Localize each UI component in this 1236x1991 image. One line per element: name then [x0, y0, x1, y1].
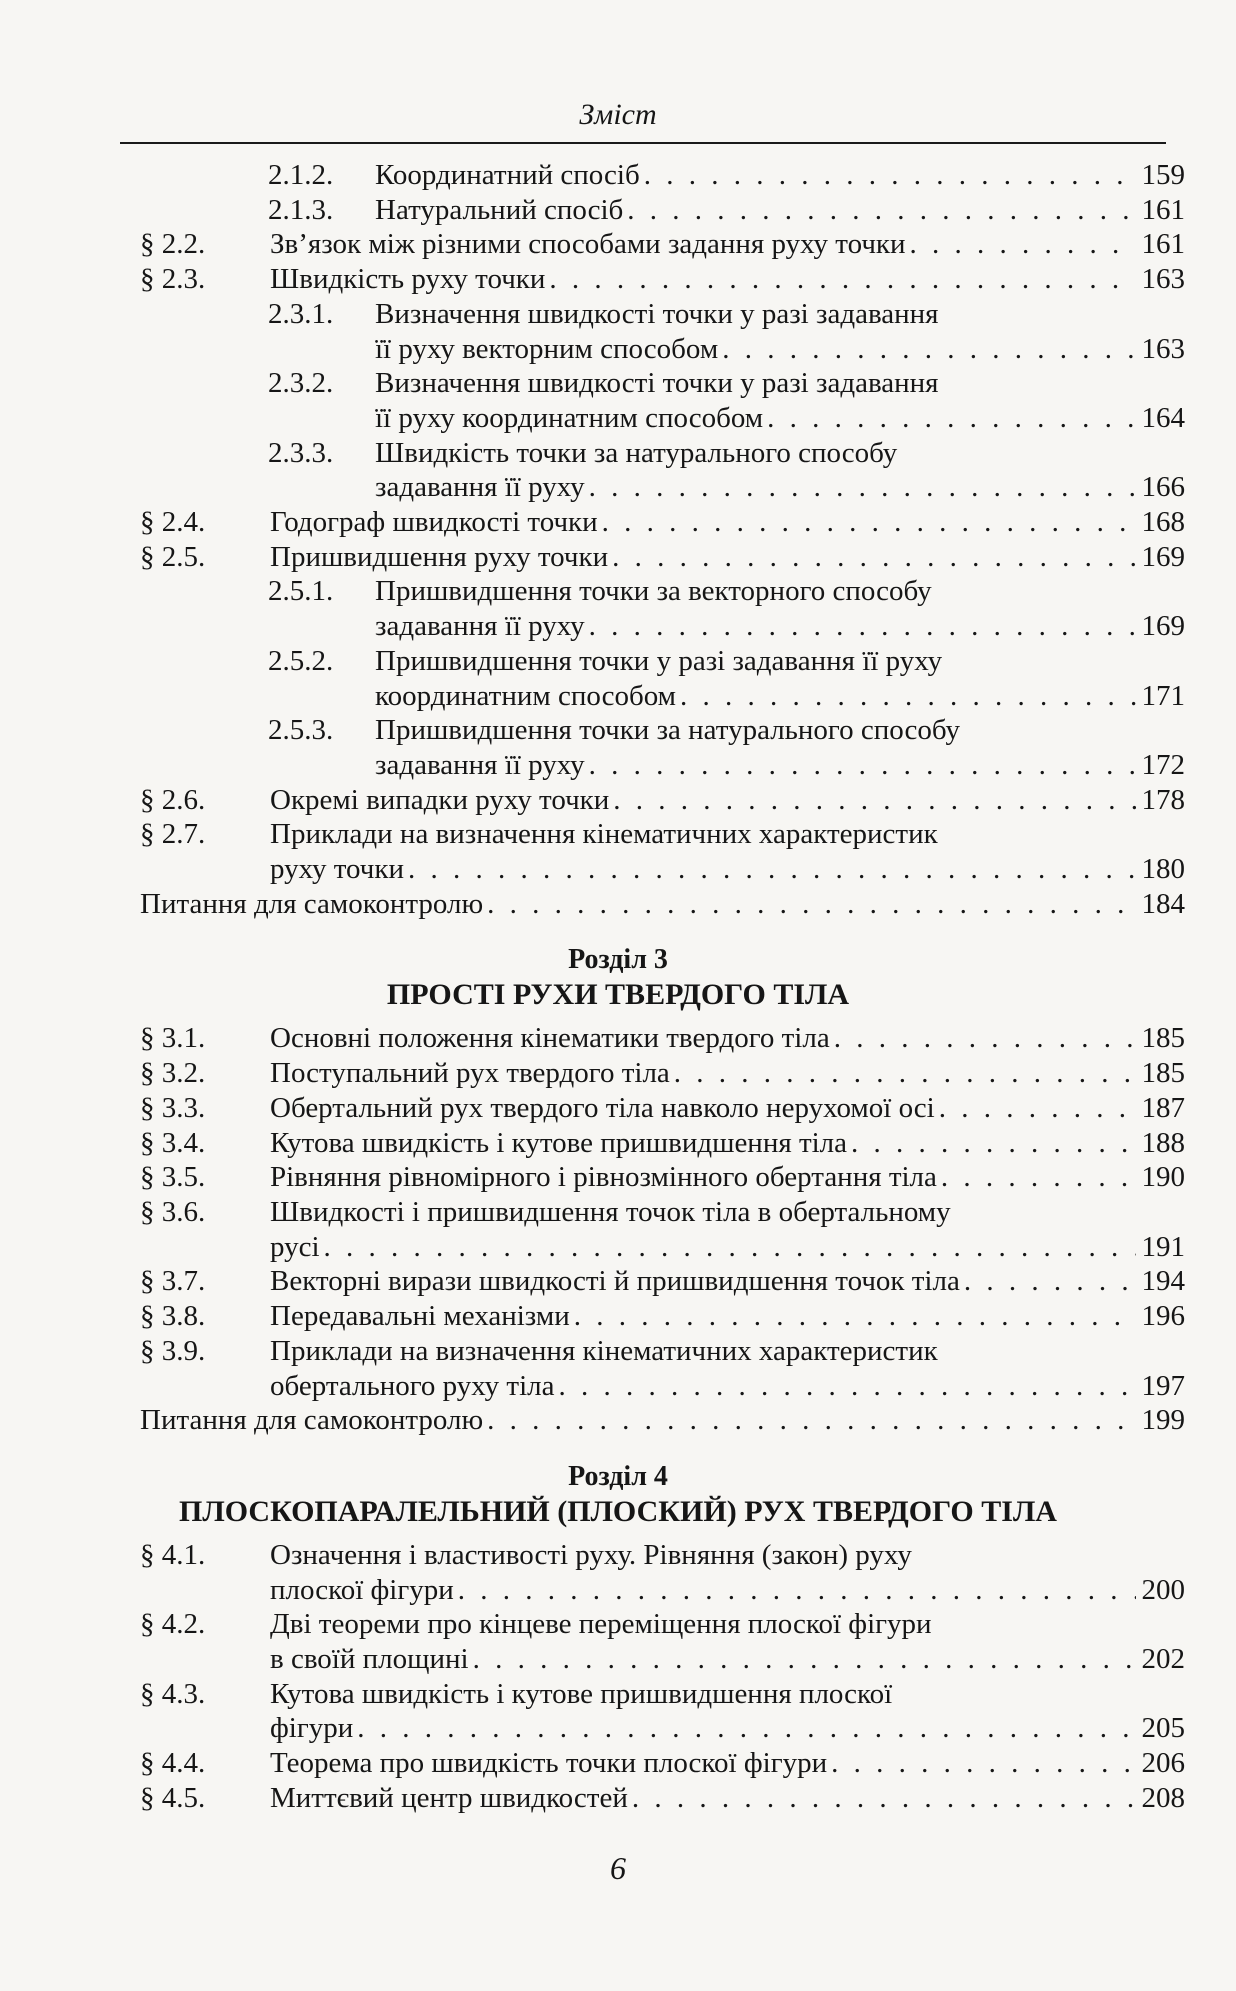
toc-entry[interactable] [0, 887, 1236, 922]
entry-number: § 3.7. [140, 1265, 206, 1298]
toc-entry[interactable] [0, 1403, 1236, 1438]
dot-leader [964, 1264, 1136, 1299]
entry-number: § 2.6. [140, 783, 206, 816]
toc-entry[interactable] [0, 366, 1236, 435]
entry-title [375, 158, 1185, 193]
entry-title [270, 1056, 1185, 1091]
entry-number: § 2.4. [140, 506, 206, 539]
entry-title-text: її руху координатним способом [375, 401, 764, 434]
entry-title-text: в своїй площині [270, 1643, 469, 1676]
chapter-title: ПЛОСКОПАРАЛЕЛЬНИЙ (ПЛОСКИЙ) РУХ ТВЕРДОГО ТІЛА [179, 1494, 1057, 1528]
dot-leader [324, 1230, 1136, 1265]
entry-title-line-last [375, 158, 1185, 193]
toc-entry[interactable] [0, 1299, 1236, 1334]
entry-page-number: 168 [1141, 506, 1185, 539]
entry-title-text: Пришвидшення руху точки [270, 540, 609, 573]
entry-title-line-last [375, 193, 1185, 228]
entry-title [270, 1021, 1185, 1056]
entry-page-number: 169 [1141, 610, 1185, 643]
entry-title-line: Означення і властивості руху. Рівняння (закон) руху [270, 1538, 912, 1571]
entry-title-text: фігури [270, 1712, 354, 1745]
entry-page-number: 163 [1141, 263, 1185, 296]
entry-title-text: Натуральний спосіб [375, 193, 624, 226]
chapter-label: Розділ 3 [568, 944, 668, 976]
entry-title-line: Пришвидшення точки у разі задавання її руху [375, 644, 943, 677]
entry-title [270, 1091, 1185, 1126]
entry-title-line: Визначення швидкості точки у разі задавання [375, 367, 939, 400]
entry-title-text: обертального руху тіла [270, 1369, 555, 1402]
dot-leader [612, 540, 1135, 575]
toc-entry[interactable] [0, 817, 1236, 886]
entry-title-line-last [270, 1746, 1185, 1781]
entry-page-number: 184 [1141, 887, 1185, 920]
entry-title-text: Основні положення кінематики твердого тіла [270, 1022, 830, 1055]
entry-number: § 2.3. [140, 263, 206, 296]
dot-leader [674, 1056, 1136, 1091]
entry-title-text: руху точки [270, 853, 404, 886]
entry-title [375, 193, 1185, 228]
dot-leader [357, 1711, 1135, 1746]
entry-title-line-last [270, 852, 1185, 887]
section-spacer [0, 921, 1236, 943]
entry-page-number: 187 [1141, 1091, 1185, 1124]
toc-entry[interactable] [0, 297, 1236, 366]
toc-entry[interactable] [0, 262, 1236, 297]
dot-leader [831, 1746, 1135, 1781]
entry-title-text: Кутова швидкість і кутове пришвидшення тіла [270, 1126, 848, 1159]
entry-page-number: 164 [1141, 401, 1185, 434]
dot-leader [680, 679, 1135, 714]
entry-title-text: координатним способом [375, 679, 677, 712]
entry-title-line: Кутова швидкість і кутове пришвидшення плоскої [270, 1677, 893, 1710]
toc-section [0, 921, 1236, 1437]
entry-page-number: 188 [1141, 1126, 1185, 1159]
dot-leader [559, 1369, 1136, 1404]
entry-title-line: Швидкість точки за натурального способу [375, 436, 898, 469]
entry-title [270, 817, 1185, 886]
entry-title [270, 1781, 1185, 1816]
toc-entry[interactable] [0, 1195, 1236, 1264]
entry-title-text: Передавальні механізми [270, 1300, 570, 1333]
entry-title [270, 783, 1185, 818]
dot-leader [939, 1091, 1136, 1126]
entry-title-text: Поступальний рух твердого тіла [270, 1057, 670, 1090]
entry-number: § 4.4. [140, 1747, 206, 1780]
toc-entry[interactable] [0, 540, 1236, 575]
entry-page-number: 197 [1141, 1369, 1185, 1402]
dot-leader [767, 401, 1135, 436]
toc-entry[interactable] [0, 193, 1236, 228]
entry-number: § 3.3. [140, 1091, 206, 1124]
entry-title-text: Обертальний рух твердого тіла навколо нерухомої осі [270, 1091, 935, 1124]
toc-entry[interactable] [0, 1607, 1236, 1676]
entry-number: 2.5.3. [268, 714, 334, 747]
toc-entry[interactable] [0, 158, 1236, 193]
entry-page-number: 200 [1141, 1573, 1185, 1606]
toc-section [0, 1438, 1236, 1816]
entry-title-line: Дві теореми про кінцеве переміщення плоскої фігури [270, 1608, 932, 1641]
entry-number: 2.3.3. [268, 436, 334, 469]
toc-entry[interactable] [0, 1538, 1236, 1607]
entry-number: 2.3.1. [268, 297, 334, 330]
dot-leader [473, 1642, 1136, 1677]
entry-title-text: Теорема про швидкість точки плоскої фігури [270, 1747, 828, 1780]
entry-title-line-last [270, 540, 1185, 575]
entry-page-number: 199 [1141, 1404, 1185, 1437]
entry-title [270, 1334, 1185, 1403]
entry-number: § 3.4. [140, 1126, 206, 1159]
entry-title-line-last [270, 1056, 1185, 1091]
entry-title-line-last [270, 1126, 1185, 1161]
entry-page-number: 172 [1141, 748, 1185, 781]
toc-entry[interactable] [0, 1334, 1236, 1403]
entry-number: 2.1.2. [268, 159, 334, 191]
dot-leader [834, 1021, 1136, 1056]
entry-number: 2.1.3. [268, 193, 334, 226]
toc-entry[interactable] [0, 1677, 1236, 1746]
entry-title [270, 1677, 1185, 1746]
entry-title-text: задавання її руху [375, 471, 585, 504]
entry-title [270, 262, 1185, 297]
entry-title-line-last [270, 1711, 1185, 1746]
entry-title-line: Приклади на визначення кінематичних характеристик [270, 1334, 938, 1367]
entry-title-text: Питання для самоконтролю [140, 887, 484, 920]
entry-page-number: 208 [1141, 1781, 1185, 1814]
entry-title-line: Визначення швидкості точки у разі задавання [375, 297, 939, 330]
entry-title [375, 713, 1185, 782]
entry-title [270, 540, 1185, 575]
entry-page-number: 178 [1141, 783, 1185, 816]
entry-title-text: Координатний спосіб [375, 159, 640, 191]
toc-section [0, 158, 1236, 921]
entry-title-line-last [375, 470, 1185, 505]
toc-entry[interactable] [0, 713, 1236, 782]
chapter-label: Розділ 4 [568, 1460, 668, 1492]
entry-number: § 3.2. [140, 1057, 206, 1090]
entry-title-line-last [375, 679, 1185, 714]
entry-title-line-last [270, 1781, 1185, 1816]
entry-title-line-last [140, 1403, 1185, 1438]
entry-page-number: 163 [1141, 332, 1185, 365]
entry-number: § 4.2. [140, 1608, 206, 1641]
toc-entry[interactable] [0, 1091, 1236, 1126]
dot-leader [458, 1573, 1136, 1608]
dot-leader [851, 1126, 1135, 1161]
entry-title-line-last [270, 1230, 1185, 1265]
entry-page-number: 191 [1141, 1230, 1185, 1263]
toc-entry[interactable] [0, 436, 1236, 505]
entry-title [375, 644, 1185, 713]
entry-number: § 4.1. [140, 1538, 206, 1571]
entry-title-text: Питання для самоконтролю [140, 1404, 484, 1437]
dot-leader [644, 158, 1136, 193]
dot-leader [627, 193, 1135, 228]
entry-page-number: 161 [1141, 193, 1185, 226]
entry-title [270, 1299, 1185, 1334]
entry-title-line-last [375, 609, 1185, 644]
entry-number: § 3.1. [140, 1022, 206, 1055]
dot-leader [487, 1403, 1135, 1438]
entry-title-line-last [270, 1160, 1185, 1195]
entry-title [375, 366, 1185, 435]
page-number: 6 [610, 1850, 626, 1886]
entry-title-line: Пришвидшення точки за векторного способу [375, 575, 932, 608]
dot-leader [408, 852, 1136, 887]
entry-number: 2.5.1. [268, 575, 334, 608]
entry-number: 2.5.2. [268, 644, 334, 677]
dot-leader [589, 609, 1136, 644]
entry-page-number: 206 [1141, 1747, 1185, 1780]
entry-title-line-last [270, 783, 1185, 818]
entry-title [270, 1264, 1185, 1299]
entry-page-number: 159 [1141, 159, 1185, 191]
entry-title-line-last [270, 1299, 1185, 1334]
entry-title-text: задавання її руху [375, 748, 585, 781]
entry-title-text: Миттєвий центр швидкостей [270, 1781, 628, 1814]
entry-title-line: Приклади на визначення кінематичних характеристик [270, 818, 938, 851]
entry-page-number: 202 [1141, 1643, 1185, 1676]
entry-title-line-last [270, 262, 1185, 297]
entry-title-text: Годограф швидкості точки [270, 506, 598, 539]
toc-entry[interactable] [0, 227, 1236, 262]
entry-number: § 2.7. [140, 818, 206, 851]
entry-title-line-last [375, 332, 1185, 367]
entry-title [270, 505, 1185, 540]
dot-leader [910, 227, 1136, 262]
entry-title [375, 574, 1185, 643]
entry-page-number: 190 [1141, 1161, 1185, 1194]
entry-title-line-last [270, 1021, 1185, 1056]
entry-title-line-last [375, 748, 1185, 783]
entry-number: § 2.2. [140, 228, 206, 261]
entry-page-number: 194 [1141, 1265, 1185, 1298]
entry-title-line: Швидкості і пришвидшення точок тіла в обертальному [270, 1195, 951, 1228]
entry-number: § 2.5. [140, 540, 206, 573]
dot-leader [602, 505, 1136, 540]
entry-title-text: Швидкість руху точки [270, 263, 546, 296]
entry-page-number: 166 [1141, 471, 1185, 504]
entry-title-text: плоскої фігури [270, 1573, 454, 1606]
entry-title-line-last [270, 1264, 1185, 1299]
dot-leader [613, 783, 1135, 818]
toc-entry[interactable] [0, 574, 1236, 643]
entry-title-text: русі [270, 1230, 320, 1263]
entry-page-number: 196 [1141, 1300, 1185, 1333]
entry-number: § 4.3. [140, 1677, 206, 1710]
entry-title-line-last [270, 505, 1185, 540]
dot-leader [722, 332, 1135, 367]
entry-title-text: Окремі випадки руху точки [270, 783, 610, 816]
entry-title-line: Пришвидшення точки за натурального способу [375, 714, 960, 747]
entry-title [375, 436, 1185, 505]
toc-entry[interactable] [0, 1056, 1236, 1091]
entry-title [270, 1538, 1185, 1607]
entry-title [270, 1195, 1185, 1264]
entry-title-text: Рівняння рівномірного і рівнозмінного обертання тіла [270, 1161, 937, 1194]
toc-entry[interactable] [0, 505, 1236, 540]
dot-leader [632, 1781, 1136, 1816]
running-header: Зміст [579, 98, 657, 131]
entry-title [270, 227, 1185, 262]
toc-entry[interactable] [0, 1021, 1236, 1056]
entry-number: 2.3.2. [268, 367, 334, 400]
toc-entry[interactable] [0, 1781, 1236, 1816]
entry-title [270, 1160, 1185, 1195]
toc-entry[interactable] [0, 1126, 1236, 1161]
section-spacer [0, 1438, 1236, 1460]
toc-entry[interactable] [0, 1160, 1236, 1195]
entry-page-number: 161 [1141, 228, 1185, 261]
entry-title-line-last [270, 1642, 1185, 1677]
entry-page-number: 185 [1141, 1022, 1185, 1055]
dot-leader [487, 887, 1135, 922]
entry-title-line-last [270, 1369, 1185, 1404]
dot-leader [589, 470, 1136, 505]
entry-page-number: 180 [1141, 853, 1185, 886]
entry-number: § 3.9. [140, 1334, 206, 1367]
entry-title-text: Зв’язок між різними способами задання руху точки [270, 228, 906, 261]
entry-title [140, 1403, 1185, 1438]
toc-entry[interactable] [0, 783, 1236, 818]
entry-title [375, 297, 1185, 366]
entry-title-line-last [140, 887, 1185, 922]
entry-page-number: 185 [1141, 1057, 1185, 1090]
entry-title [270, 1746, 1185, 1781]
dot-leader [549, 262, 1135, 297]
entry-title-text: її руху векторним способом [375, 332, 719, 365]
entry-title [140, 887, 1185, 922]
dot-leader [574, 1299, 1136, 1334]
entry-number: § 3.6. [140, 1195, 206, 1228]
dot-leader [589, 748, 1136, 783]
entry-title-line-last [375, 401, 1185, 436]
entry-page-number: 169 [1141, 540, 1185, 573]
entry-page-number: 171 [1141, 679, 1185, 712]
entry-number: § 4.5. [140, 1781, 206, 1814]
entry-title-line-last [270, 1091, 1185, 1126]
entry-title [270, 1126, 1185, 1161]
entry-page-number: 205 [1141, 1712, 1185, 1745]
header-rule [120, 142, 1166, 144]
toc-entry[interactable] [0, 1746, 1236, 1781]
table-of-contents [0, 158, 1236, 1816]
dot-leader [941, 1160, 1136, 1195]
entry-title [270, 1607, 1185, 1676]
entry-title-line-last [270, 1573, 1185, 1608]
entry-number: § 3.5. [140, 1161, 206, 1194]
toc-entry[interactable] [0, 644, 1236, 713]
chapter-title: ПРОСТІ РУХИ ТВЕРДОГО ТІЛА [386, 978, 850, 1012]
entry-title-line-last [270, 227, 1185, 262]
entry-title-text: задавання її руху [375, 610, 585, 643]
toc-entry[interactable] [0, 1264, 1236, 1299]
entry-title-text: Векторні вирази швидкості й пришвидшення точок тіла [270, 1265, 960, 1298]
entry-number: § 3.8. [140, 1300, 206, 1333]
